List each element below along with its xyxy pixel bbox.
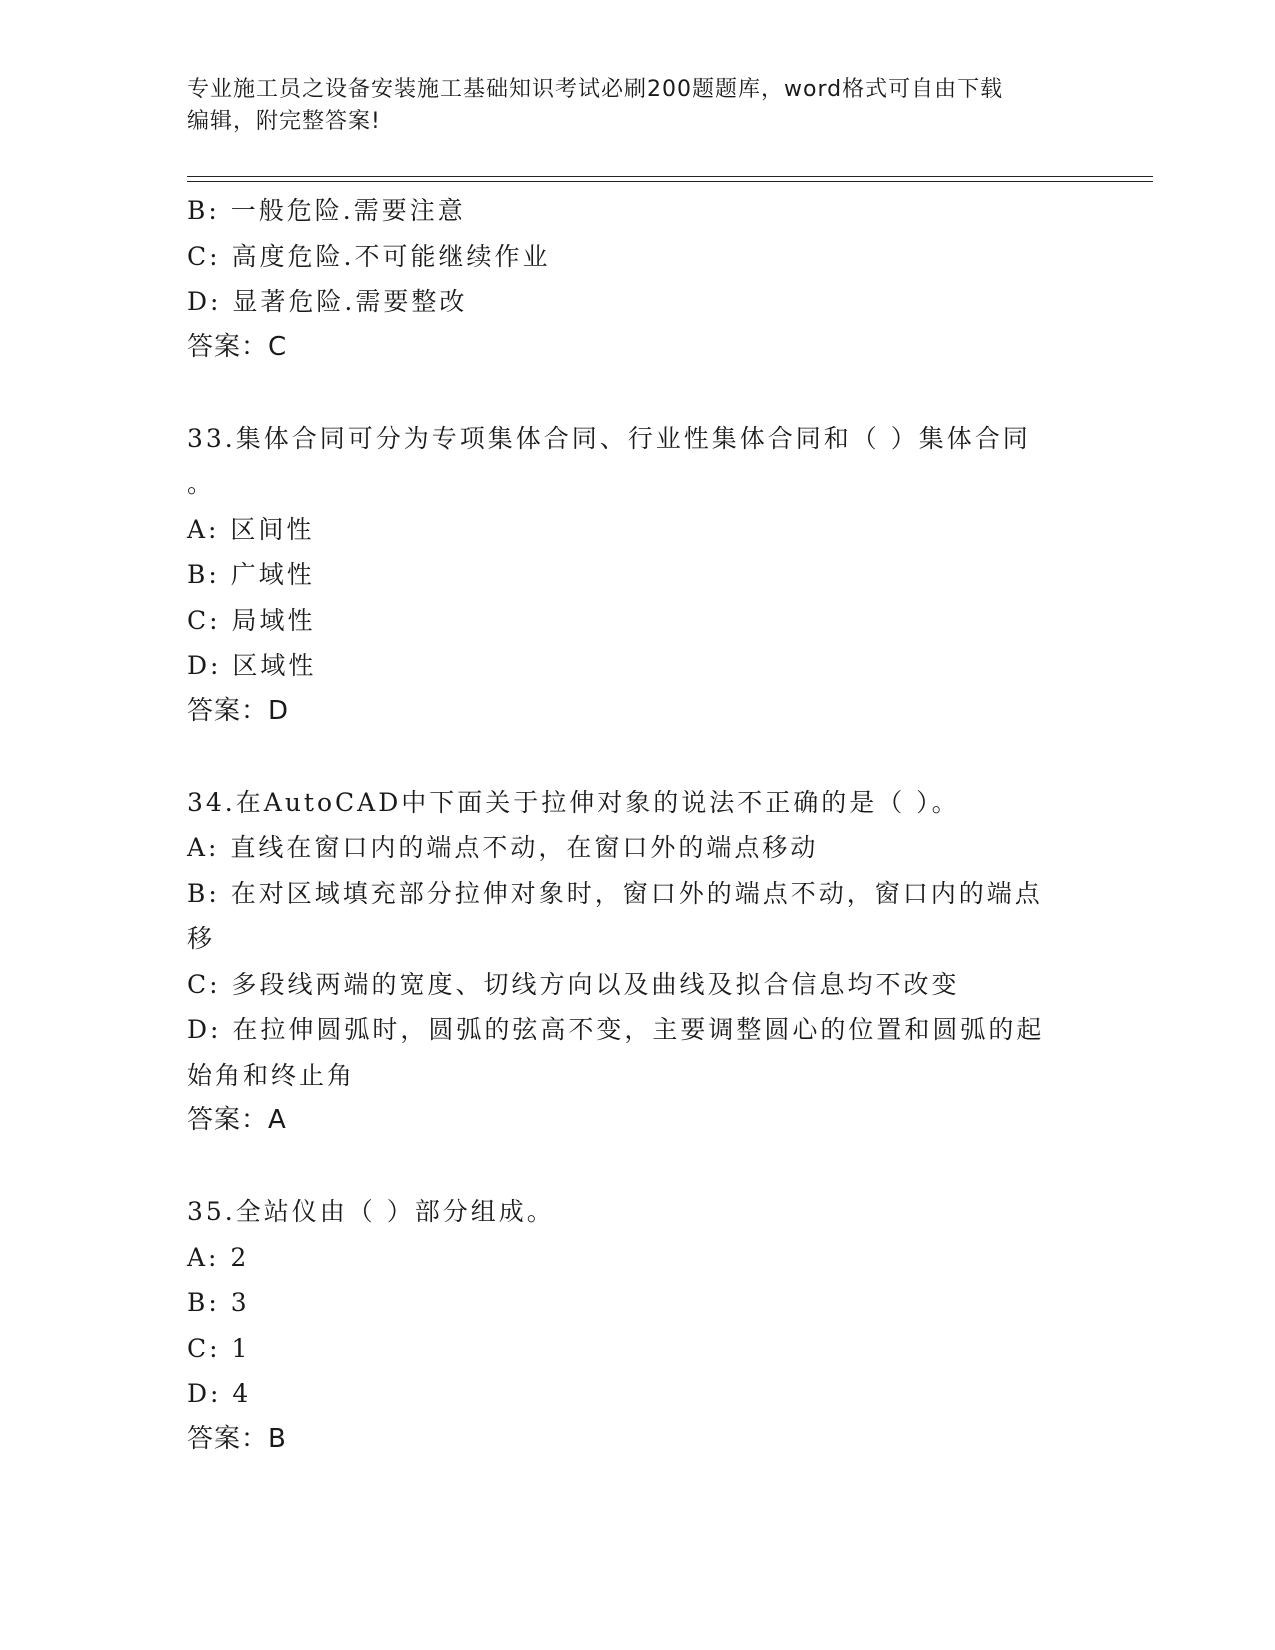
option-b: B: 在对区域填充部分拉伸对象时，窗口外的端点不动，窗口内的端点 [187,878,1043,908]
option-c: C: 局域性 [187,605,316,635]
option-c: C: 高度危险.不可能继续作业 [187,241,551,271]
question-32 [187,188,1087,370]
option-b: B: 一般危险.需要注意 [187,196,466,225]
answer: 答案：A [187,1105,287,1135]
option-a: A: 区间性 [187,514,315,544]
answer: 答案：D [187,695,290,726]
option-c: C: 1 [187,1333,251,1363]
question-stem: 35.全站仪由（ ）部分组成。 [187,1197,555,1226]
option-b: B: 3 [187,1288,250,1317]
question-stem: 33.集体合同可分为专项集体合同、行业性集体合同和（ ）集体合同 [187,423,1031,453]
question-34 [187,780,1087,1144]
option-d: D: 在拉伸圆弧时，圆弧的弦高不变，主要调整圆心的位置和圆弧的起 [187,1015,1045,1044]
header-title-line-2: 编辑，附完整答案! [187,109,381,134]
option-d-continued: 始角和终止角 [187,1060,356,1090]
option-d: D: 显著危险.需要整改 [187,287,468,316]
answer: 答案：B [187,1423,287,1454]
spacer [187,370,1087,416]
document-header [187,74,1067,138]
spacer [187,734,1087,780]
option-a: A: 2 [187,1242,250,1272]
question-stem-continued: 。 [187,469,216,498]
header-divider-bottom [187,181,1153,182]
option-d: D: 4 [187,1379,252,1408]
question-list [187,188,1087,1462]
option-b: B: 广域性 [187,560,315,589]
option-d: D: 区域性 [187,651,317,680]
spacer [187,1144,1087,1190]
question-35 [187,1189,1087,1462]
answer: 答案：C [187,331,288,362]
option-b-continued: 移 [187,924,216,953]
header-title-line-1: 专业施工员之设备安装施工基础知识考试必刷200题题库，word格式可自由下载 [187,77,1004,102]
option-c: C: 多段线两端的宽度、切线方向以及曲线及拟合信息均不改变 [187,969,960,999]
question-stem: 34.在AutoCAD中下面关于拉伸对象的说法不正确的是（ ）。 [187,787,960,817]
header-divider-top [187,176,1153,177]
question-33 [187,416,1087,735]
option-a: A: 直线在窗口内的端点不动，在窗口外的端点移动 [187,833,819,862]
